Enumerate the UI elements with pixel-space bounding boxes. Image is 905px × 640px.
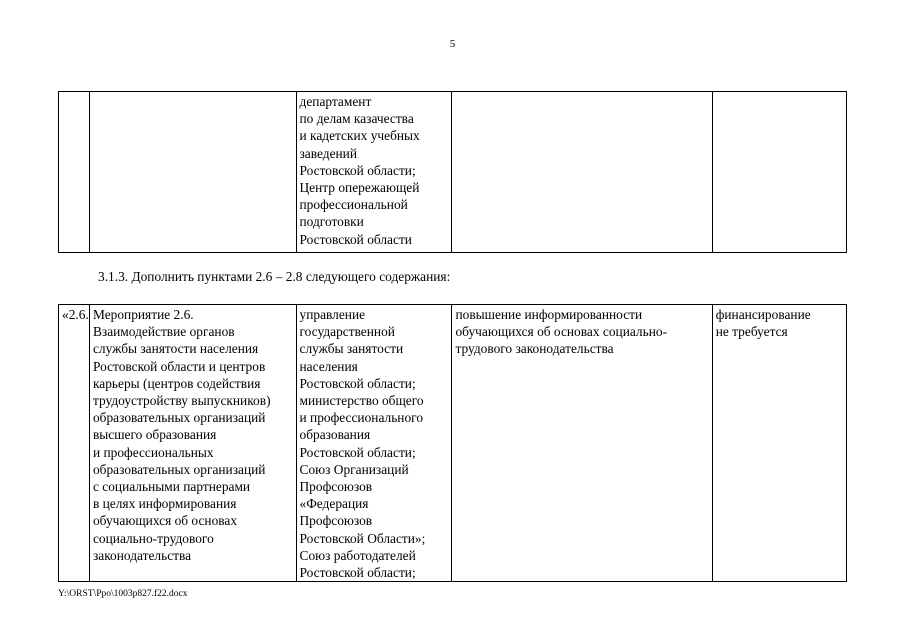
table-row xyxy=(59,305,847,582)
table-cell-executor: управление государственной службы занятости населения Ростовской области; министерство общего и профессионального образования Ростовской области; Союз Организаций Профсоюзов «Федерация Профсоюзов Ростовской Области»; Союз работодателей Ростовской области; xyxy=(296,305,452,582)
table-cell-event: Мероприятие 2.6. Взаимодействие органов службы занятости населения Ростовской области и центров карьеры (центров содействия трудоустройству выпускников) образовательных организаций высшего образования и профессиональных образовательных организаций с социальными партнерами в целях информирования обучающихся об основах социально-трудового законодательства xyxy=(89,305,296,582)
table-cell-number: «2.6. xyxy=(59,305,90,582)
table-cell-event xyxy=(89,92,296,253)
section-heading: 3.1.3. Дополнить пунктами 2.6 – 2.8 следующего содержания: xyxy=(98,269,451,284)
footer-file-path: Y:\ORST\Ppo\1003p827.f22.docx xyxy=(58,589,188,599)
new-items-table xyxy=(58,304,847,582)
table-cell-number xyxy=(59,92,90,253)
table-cell-financing xyxy=(712,92,846,253)
page-number: 5 xyxy=(449,38,456,50)
table-cell-executor: департамент по делам казачества и кадетских учебных заведений Ростовской области; Центр опережающей профессиональной подготовки Ростовской области xyxy=(296,92,452,253)
table-row xyxy=(59,92,847,253)
table-cell-financing: финансирование не требуется xyxy=(712,305,846,582)
table-cell-result xyxy=(452,92,712,253)
continuation-table xyxy=(58,91,847,253)
table-cell-result: повышение информированности обучающихся об основах социально- трудового законодательства xyxy=(452,305,712,582)
